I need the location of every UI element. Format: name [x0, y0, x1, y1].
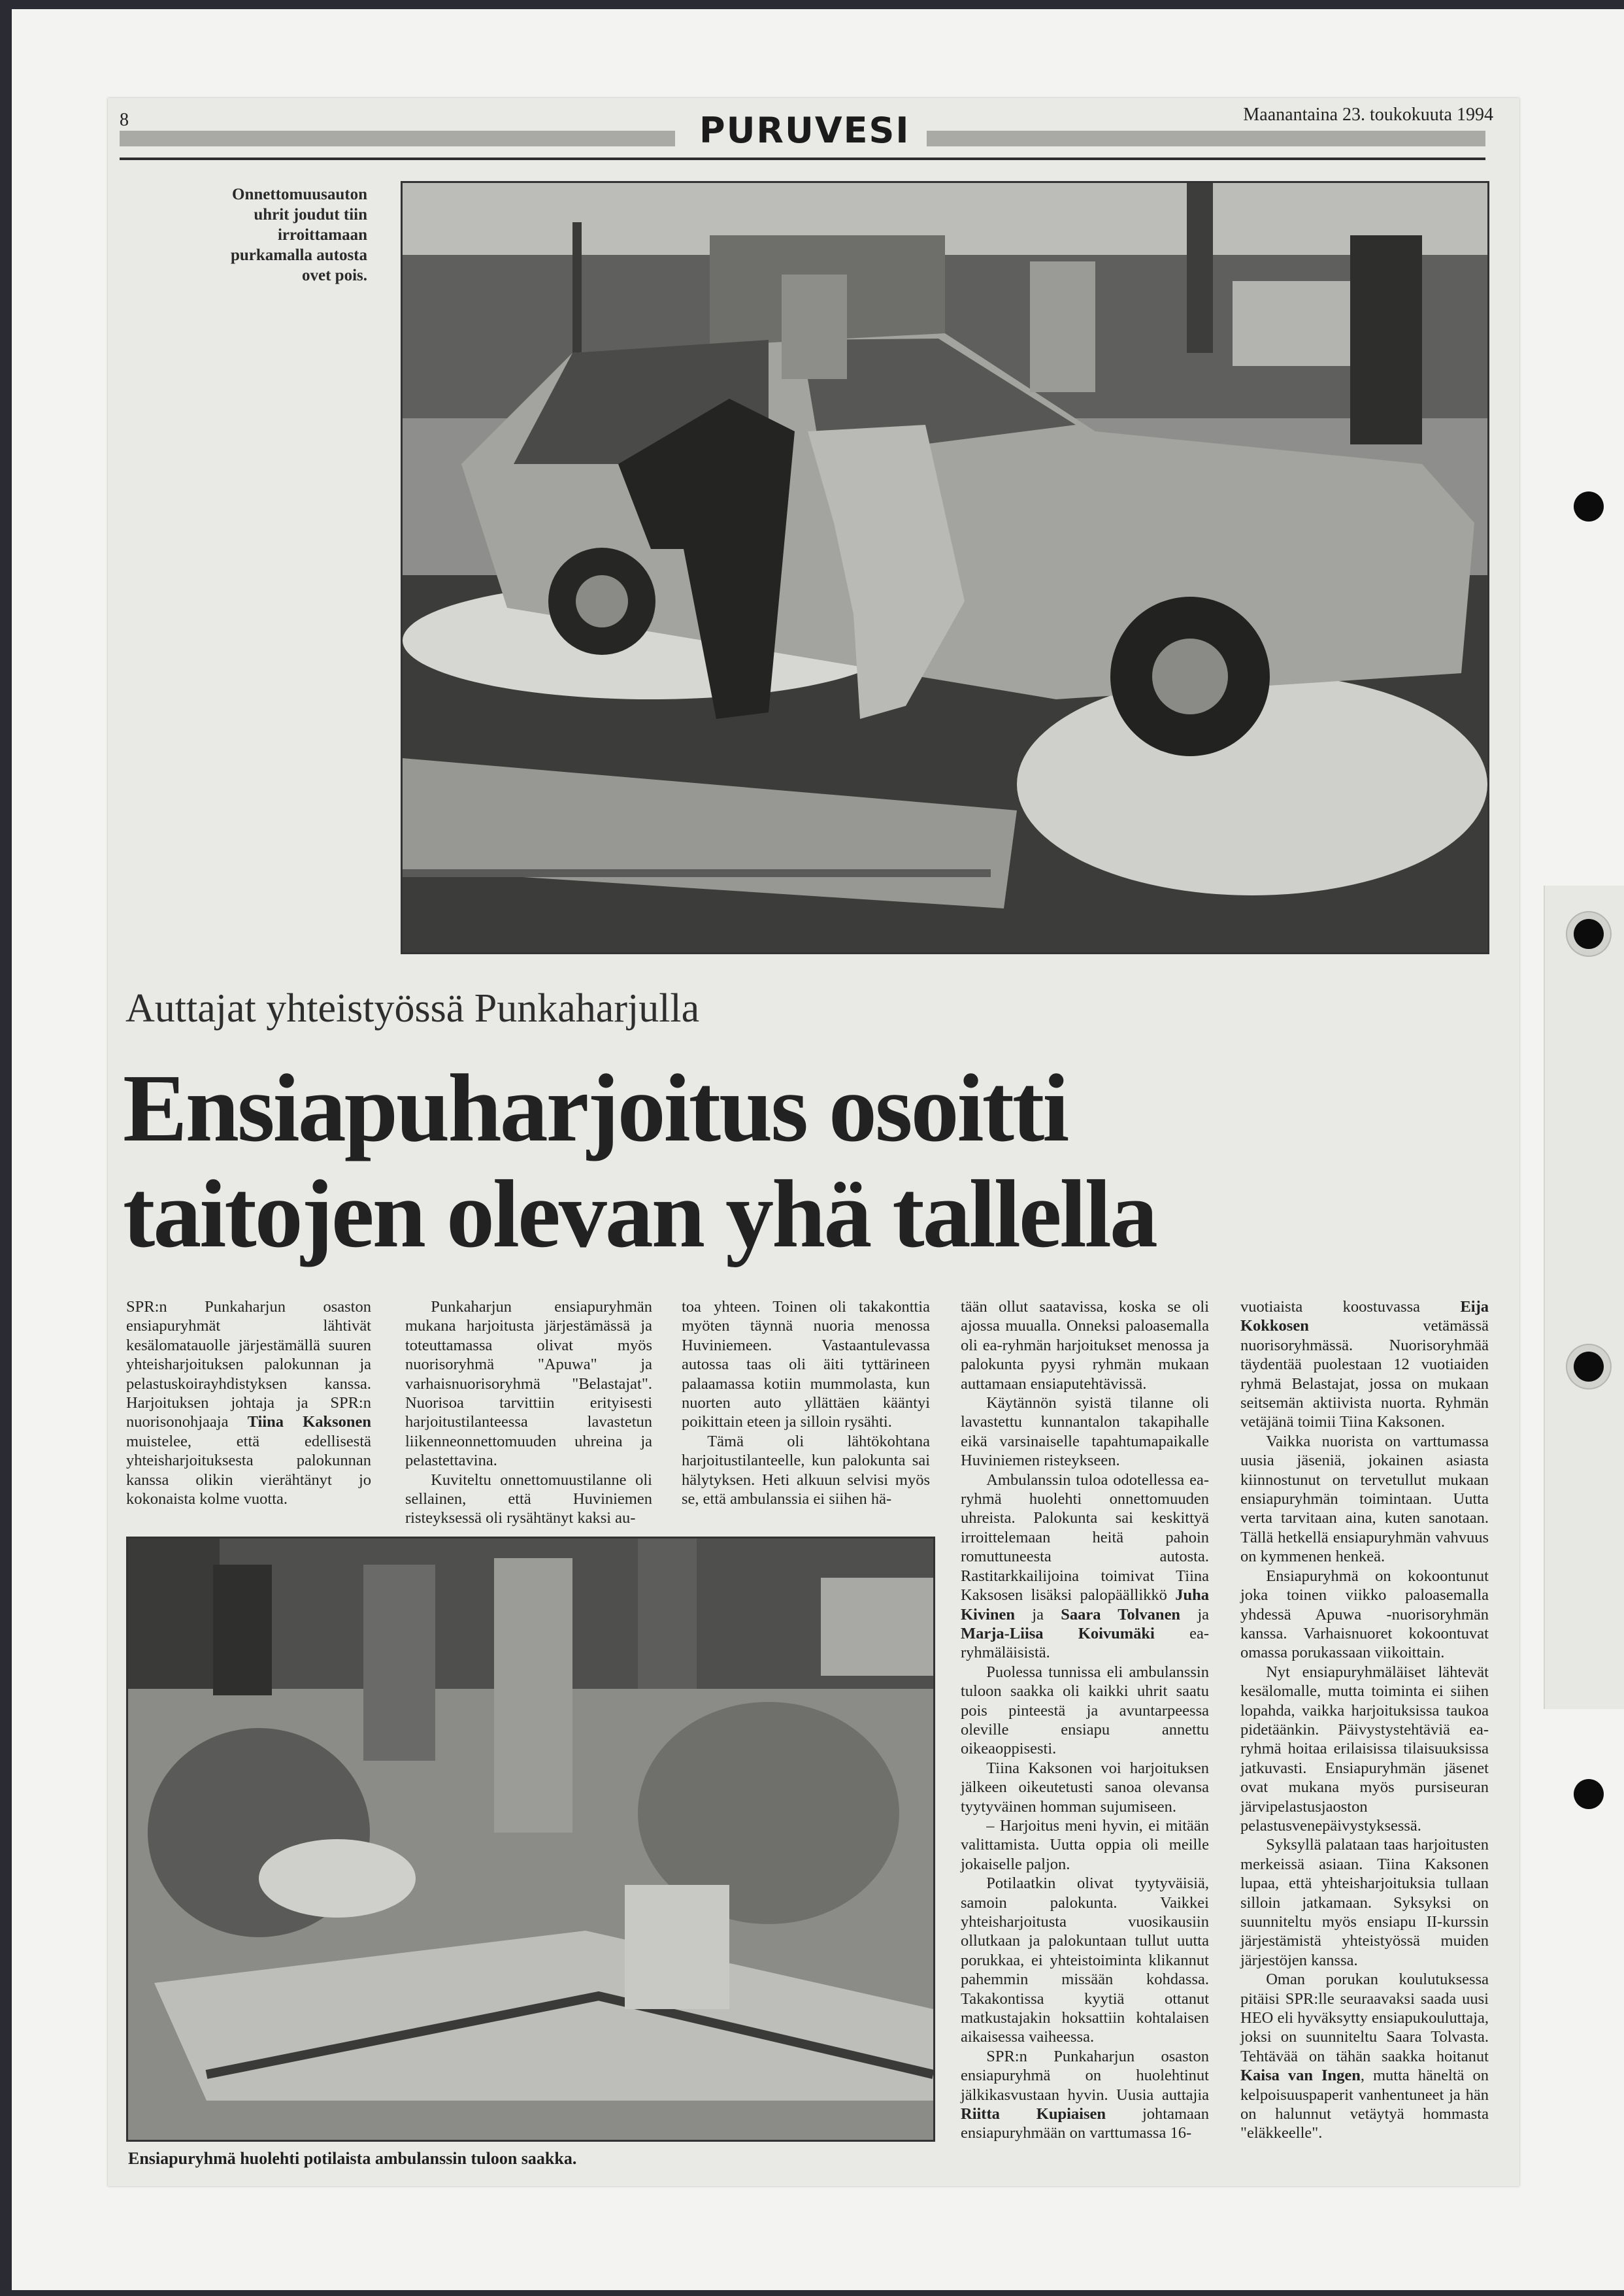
issue-date: Maanantaina 23. toukokuuta 1994	[1243, 105, 1493, 125]
headline-line-1: Ensiapuharjoitus osoitti	[123, 1055, 1068, 1162]
paragraph: Oman porukan koulutuksessa pitäisi SPR:lle seuraavaksi saada uusi HEO eli hyväksytty ensiapukouluttaja, joksi on suunniteltu Saara Tolvasta. Tehtävää on tähän saakka hoitanut Kaisa van Ingen, mutta häneltä on kelpoisuuspaperit vanhentuneet ja hän on halunnut vetäytyä hommasta "eläkkeelle".	[1240, 1971, 1489, 2142]
paragraph: Käytännön syistä tilanne oli lavastettu kunnantalon takapihalle eikä varsinaiselle tapahtumapaikalle Huviniemen risteykseen.	[961, 1394, 1209, 1470]
paragraph: Kuviteltu onnettomuustilanne oli sellainen, että Huviniemen risteyksessä oli rysähtänyt kaksi au-	[405, 1471, 652, 1527]
page-number: 8	[120, 110, 129, 130]
punch-hole	[1574, 1352, 1604, 1382]
paragraph: SPR:n Punkaharjun osaston ensiapuryhmä on huolehtinut jälkikasvustaan hyvin. Uusia auttajia Riitta Kupiaisen johtamaan ensiapuryhmään on varttumassa 16-	[961, 2047, 1209, 2142]
article-column-4	[961, 1297, 1209, 2143]
headline-line-2: taitojen olevan yhä tallella	[123, 1161, 1156, 1268]
article-column-3	[682, 1297, 930, 1508]
paragraph: vuotiaista koostuvassa Eija Kokkosen vetämässä nuorisoryhmässä. Nuorisoryhmää täydentää puolestaan 12 vuotiaiden ryhmä Belastajat, jossa on mukaan seitsemän aktiivista nuorta. Ryhmän vetäjänä toimii Tiina Kaksonen.	[1240, 1298, 1489, 1431]
masthead-bar-left	[120, 131, 675, 146]
photo-caption-bottom: Ensiapuryhmä huolehti potilaista ambulanssin tuloon saakka.	[128, 2149, 577, 2168]
newspaper-name: PURUVESI	[699, 110, 910, 151]
photo-first-aid	[126, 1537, 935, 2142]
photo-caption-top: Onnettomuusauton uhrit joudut tiin irroittamaan purkamalla autosta ovet pois.	[230, 186, 367, 284]
article-column-1	[126, 1297, 371, 1508]
first-aid-image	[128, 1539, 933, 2140]
paragraph: Syksyllä palataan taas harjoitusten merkeissä asiaan. Tiina Kaksonen lupaa, että yhteisharjoituksia tullaan silloin jatkamaan. Syksyksi on suunniteltu myös ensiapu II-kurssin järjestämistä yhteistyössä muiden järjestöjen kanssa.	[1240, 1836, 1489, 1969]
paragraph: Ensiapuryhmä on kokoontunut joka toinen viikko paloasemalla yhdessä Apuwa -nuorisoryhmän kanssa. Varhaisnuoret kokoontuvat omassa porukassaan viikoittain.	[1240, 1567, 1489, 1662]
paragraph: Tiina Kaksonen voi harjoituksen jälkeen oikeutetusti sanoa olevansa tyytyväinen homman sujumiseen.	[961, 1759, 1209, 1816]
paragraph: tään ollut saatavissa, koska se oli ajossa muualla. Onneksi paloasemalla oli ea-ryhmän harjoitukset menossa ja palokunta pyysi ryhmän mukaan auttamaan ensiaputehtävissä.	[961, 1298, 1209, 1393]
paragraph: Vaikka nuorista on varttumassa uusia jäseniä, jokainen asiasta kiinnostunut on tervetullut mukaan ensiapuryhmän toimintaan. Uutta verta tarvitaan aina, kuten sanotaan. Tällä hetkellä ensiapuryhmän vahvuus on kymmenen henkeä.	[1240, 1432, 1489, 1566]
paragraph: SPR:n Punkaharjun osaston ensiapuryhmät lähtivät kesälomatauolle järjestämällä suuren yhteisharjoituksen palokunnan ja pelastuskoirayhdistyksen kanssa. Harjoituksen johtaja ja SPR:n nuorisonohjaaja Tiina Kaksonen muistelee, että edellisestä yhteisharjoituksesta palokunnan kanssa olikin vierähtänyt jo kokonaista kolme vuotta.	[126, 1298, 372, 1508]
article-headline	[123, 1056, 1430, 1267]
punch-hole	[1574, 1779, 1604, 1809]
paragraph: Puolessa tunnissa eli ambulanssin tuloon saakka oli kaikki uhrit saatu pois pinteestä ja avuntarpeessa oleville ensiapu annettu oikeaoppisesti.	[961, 1663, 1209, 1758]
paragraph: toa yhteen. Toinen oli takakonttia myöten täynnä nuoria menossa Huviniemeen. Vastaantulevassa autossa taas oli äiti tyttärineen palaamassa kotiin mummolasta, kun nuorten auto yllättäen kääntyi poikittain eteen ja silloin rysähti.	[682, 1298, 930, 1431]
paragraph: Potilaatkin olivat tyytyväisiä, samoin palokunta. Vaikkei yhteisharjoitusta vuosikausiin ollutkaan ja palokuntaan tullut uutta porukkaa, ei yhteistoiminta klikannut pahemmin missään kohdassa. Takakontissa kyytiä ottanut matkustajakin hoksattiin kohtalaisen aikaisessa vaiheessa.	[961, 1874, 1209, 2046]
binder-strip	[1544, 886, 1624, 1709]
masthead-rule	[120, 158, 1485, 160]
article-column-5	[1240, 1297, 1489, 2143]
punch-hole	[1574, 919, 1604, 949]
punch-hole	[1574, 491, 1604, 522]
article-column-2	[405, 1297, 652, 1528]
article-kicker: Auttajat yhteistyössä Punkaharjulla	[125, 986, 700, 1031]
photo-car-rescue	[401, 181, 1489, 954]
paragraph: – Harjoitus meni hyvin, ei mitään valittamista. Uutta oppia oli meille jokaiselle paljon.	[961, 1816, 1209, 1873]
paragraph: Punkaharjun ensiapuryhmän mukana harjoitusta järjestämässä ja toteuttamassa olivat myös nuorisoryhmä "Apuwa" ja varhaisnuorisoryhmä "Belastajat". Nuorisoa tarvittiin erityisesti harjoitustilanteessa lavastetun liikenneonnettomuuden uhreina ja pelastettavina.	[405, 1298, 652, 1470]
masthead-bar-right	[927, 131, 1485, 146]
car-rescue-image	[403, 183, 1487, 952]
paragraph: Tämä oli lähtökohtana harjoitustilanteelle, kun palokunta sai hälytyksen. Heti alkuun selvisi myös se, että ambulanssia ei siihen hä-	[682, 1432, 930, 1508]
paragraph: Ambulanssin tuloa odotellessa ea-ryhmä huolehti onnettomuuden uhreista. Palokunta sai keskittyä irroittelemaan heitä pahoin romuttuneesta autosta. Rastitarkkailijoina toimivat Tiina Kaksosen lisäksi palopäällikkö Juha Kivinen ja Saara Tolvanen ja Marja-Liisa Koivumäki ea-ryhmäläisistä.	[961, 1471, 1210, 1662]
paragraph: Nyt ensiapuryhmäläiset lähtevät kesälomalle, mutta toiminta ei siihen lopahda, vaikka harjoituksissa taukoa pidetäänkin. Päivystystehtäviä ea-ryhmä hoitaa erilaisissa tilaisuuksissa jatkuvasti. Ensiapuryhmän jäsenet ovat mukana myös pursiseuran järvipelastusjaoston pelastusvenepäivystyksessä.	[1240, 1663, 1489, 1835]
